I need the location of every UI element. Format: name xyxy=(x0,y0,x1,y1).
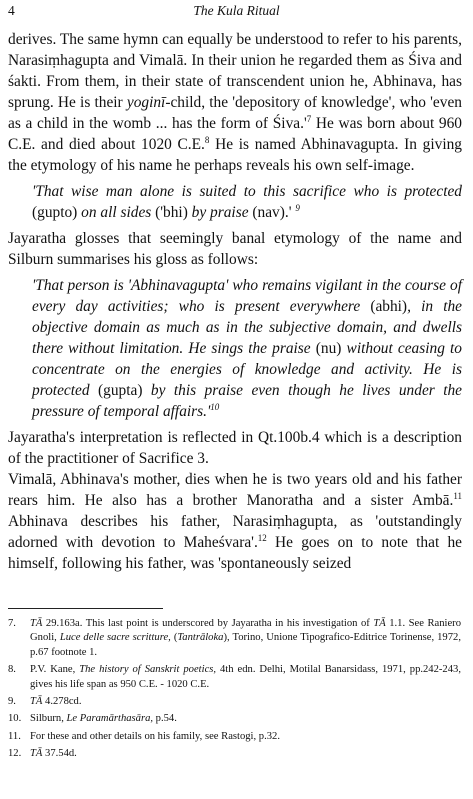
text-run: Luce delle sacre scritture, xyxy=(59,632,171,644)
footnote-text xyxy=(30,747,461,761)
text-run: 29.163a. This last point is underscored by Jayaratha in his investigation of xyxy=(42,618,374,629)
text-run: 4.278cd. xyxy=(42,696,82,708)
footnote-text xyxy=(30,712,461,726)
text-run: ('bhi) xyxy=(155,204,188,221)
text-run: TĀ xyxy=(30,618,43,629)
text-run: Silburn, xyxy=(30,713,67,725)
text-run: TĀ xyxy=(30,696,43,708)
running-title: The Kula Ritual xyxy=(193,3,280,18)
text-run: Abhinava describes his father, Narasiṃhagupta, as 'outstandingly adorned with devotion to Maheśvara'. xyxy=(8,513,462,551)
text-run: (nav).' xyxy=(252,204,292,221)
text-run: , in the objective domain as much as in the subjective domain, and dwells there without limitation. He sings the praise xyxy=(32,298,462,357)
block-quote-2 xyxy=(32,275,462,422)
text-run: (gupta) xyxy=(98,382,143,399)
text-run: Vimalā, Abhinava's mother, dies when he is two years old and his father rears him. He also has a brother Manoratha and a sister Ambā. xyxy=(8,471,462,509)
text-run: (nu) xyxy=(315,340,342,357)
text-run: He goes on to note that he himself, following his father, was 'spontaneously seized xyxy=(8,534,462,572)
footnote-text xyxy=(30,695,461,709)
page-header xyxy=(8,3,465,23)
footnote-10 xyxy=(8,712,461,726)
text-run: TĀ xyxy=(373,618,386,629)
footnote-text xyxy=(30,663,461,692)
text-run: 4th edn. Delhi, Motilal Banarsidass, 1971, pp.242-243, gives his life span as 950 C.E. - 1020 C.E. xyxy=(30,664,461,690)
text-run: 'That wise man alone is suited to this sacrifice who is protected xyxy=(32,183,462,200)
text-run: without ceasing to concentrate on the energies of knowledge and activity. He is protected xyxy=(32,340,462,399)
text-run: by praise xyxy=(187,204,253,221)
footnote-ref-11[interactable]: 11 xyxy=(453,490,462,501)
text-run: Tantrāloka xyxy=(177,632,224,644)
paragraph-4 xyxy=(8,469,462,574)
footnote-number: 8. xyxy=(8,664,16,676)
paragraph-2: Jayaratha glosses that seemingly banal etymology of the name and Silburn summarises his gloss as follows: xyxy=(8,230,462,268)
footnote-divider xyxy=(8,608,163,609)
text-run: Le Paramārthasāra, xyxy=(66,713,154,725)
footnote-11 xyxy=(8,730,461,744)
text-run: 'That person is 'Abhinavagupta' who remains vigilant in the course of every day activities; who is present everywhere xyxy=(32,277,462,315)
text-run: by this praise even though he lives under the pressure of temporal affairs.' xyxy=(32,382,463,420)
footnote-ref-12[interactable]: 12 xyxy=(257,532,267,543)
footnote-ref-10[interactable]: 10 xyxy=(210,401,220,412)
block-quote-1 xyxy=(32,181,462,223)
footnote-number: 7. xyxy=(8,618,16,629)
footnote-9 xyxy=(8,695,461,709)
paragraph-3: Jayaratha's interpretation is reflected in Qt.100b.4 which is a description of the practitioner of Sacrifice 3. xyxy=(8,429,462,467)
page-number: 4 xyxy=(8,3,15,18)
text-run: (gupto) xyxy=(32,204,78,221)
text-run: He is named Abhinavagupta. In giving the etymology of his name he perhaps reveals his own self-image. xyxy=(8,136,462,174)
text-run: (abhi) xyxy=(370,298,408,315)
text-run: The history of Sanskrit poetics, xyxy=(79,664,217,676)
footnote-12 xyxy=(8,747,461,761)
footnote-ref-9[interactable]: 9 xyxy=(295,202,300,213)
text-run: -child, the 'depository of knowledge', who 'even as a child in the womb ... has the form of Śiva.' xyxy=(8,94,462,132)
paragraph-1 xyxy=(8,29,462,176)
footnote-number: 12. xyxy=(8,748,22,760)
text-run: 1.1. See Raniero Gnoli, xyxy=(30,618,462,644)
footnote-7 xyxy=(8,617,461,660)
text-run: 37.54d. xyxy=(42,748,77,760)
footnote-number: 10. xyxy=(8,713,22,725)
text-run: on all sides xyxy=(77,204,156,221)
text-run: He was born about 960 C.E. and died about 1020 C.E. xyxy=(8,115,462,153)
text-run: p.54. xyxy=(153,713,177,725)
footnote-ref-7[interactable]: 7 xyxy=(306,113,312,124)
body-text xyxy=(8,29,462,574)
footnote-number: 9. xyxy=(8,696,16,708)
text-run: ( xyxy=(170,632,178,644)
footnote-number: 11. xyxy=(8,730,21,742)
footnote-text: For these and other details on his family, see Rastogi, p.32. xyxy=(30,730,280,742)
footnotes xyxy=(8,617,461,765)
footnote-text xyxy=(30,617,461,660)
text-run: derives. The same hymn can equally be understood to refer to his parents, Narasiṃhagupta and Vimalā. In their union he regarded them as Śiva and śakti. From them, in their state of transcendent union he, Abhinava, has sprung. He is their xyxy=(8,31,462,111)
text-run: P.V. Kane, xyxy=(30,664,80,676)
text-run: ), Torino, Unione Tipografico-Editrice Torinense, 1972, p.67 footnote 1. xyxy=(30,632,461,658)
footnote-ref-8[interactable]: 8 xyxy=(204,134,210,145)
text-run: yoginī xyxy=(126,94,166,111)
footnote-8 xyxy=(8,663,461,692)
text-run: TĀ xyxy=(30,748,43,760)
